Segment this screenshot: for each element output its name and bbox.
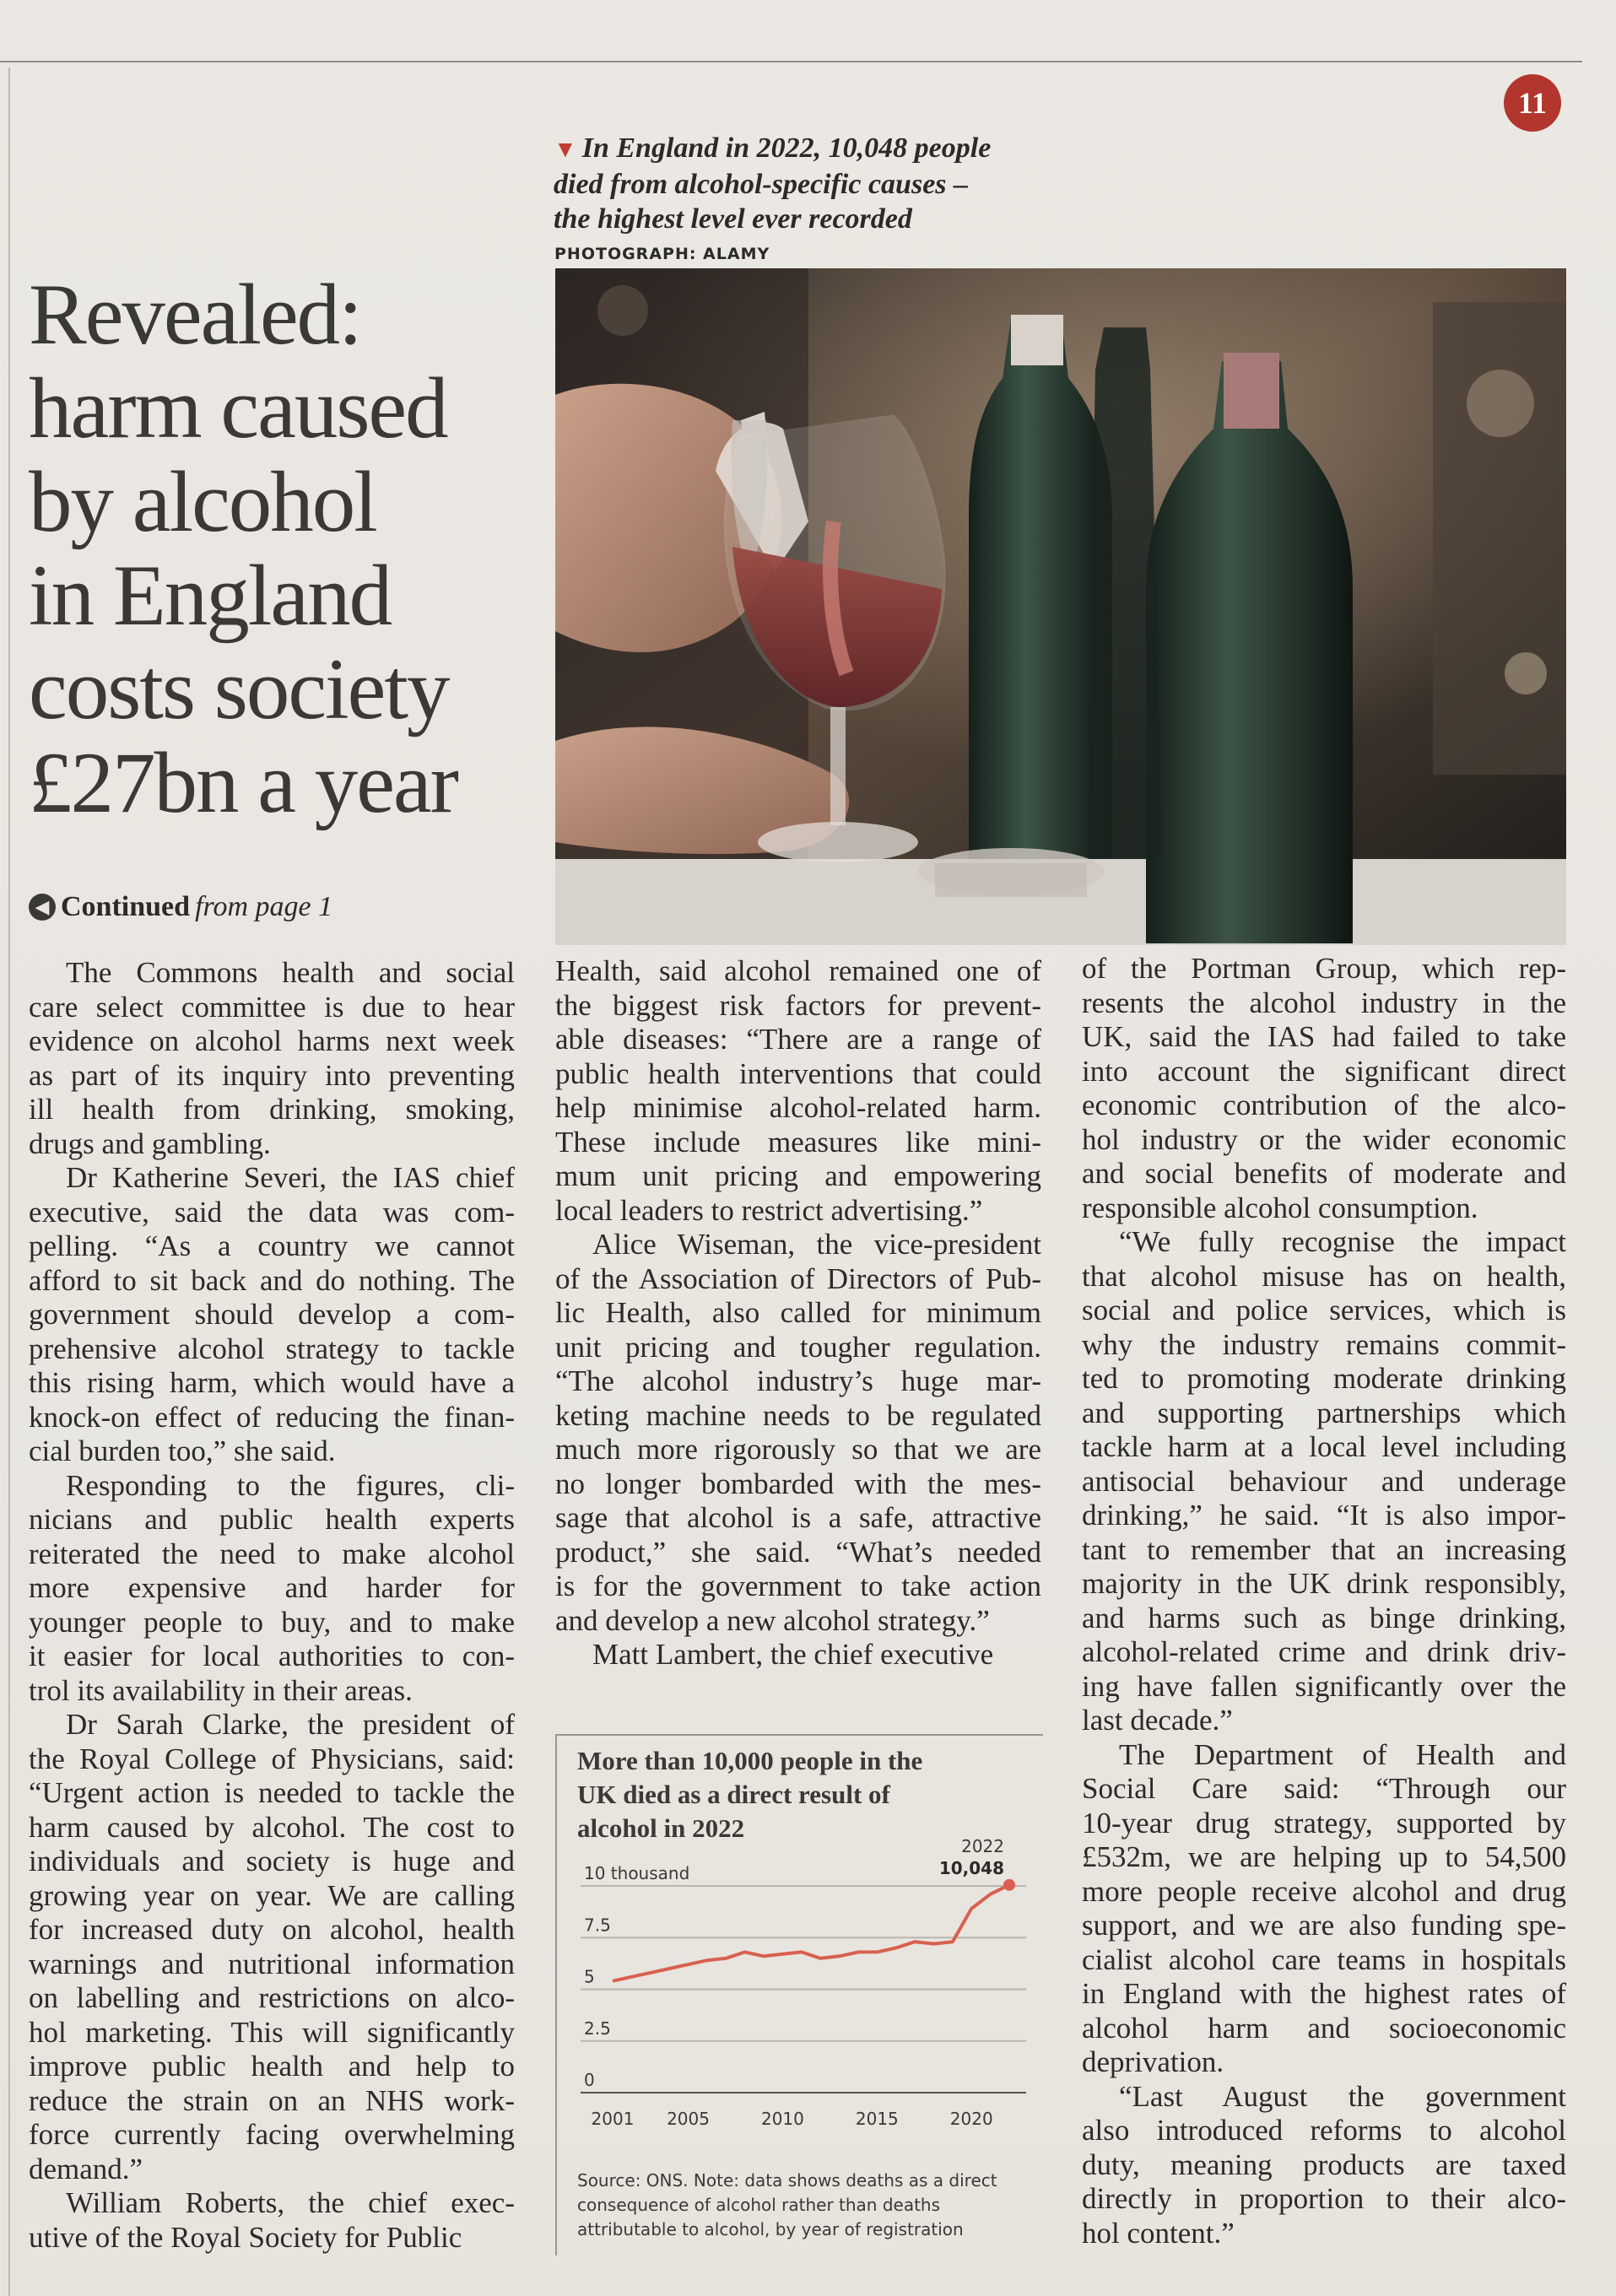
article-line: 10-year drug strategy, supported by (1082, 1806, 1566, 1840)
article-line: local leaders to restrict advertising.” (555, 1193, 983, 1227)
article-line: individuals and society is huge and (29, 1845, 515, 1877)
article-line: tackle harm at a local level including (1082, 1430, 1566, 1463)
article-line: responsible alcohol consumption. (1082, 1191, 1478, 1224)
article-line: hol marketing. This will significantly (29, 2015, 515, 2049)
article-line: social and police services, which is (1082, 1294, 1566, 1326)
article-line: lic Health, also called for minimum (555, 1296, 1041, 1329)
article-line: and social benefits of moderate and (1082, 1157, 1566, 1190)
source-line: attributable to alcohol, by year of registration (577, 2219, 964, 2239)
article-line: more expensive and harder for (29, 1571, 515, 1604)
article-line: These include measures like mini- (555, 1125, 1041, 1159)
article-line: Dr Katherine Severi, the IAS chief (66, 1161, 515, 1194)
article-line: younger people to buy, and to make (29, 1605, 515, 1639)
article-line: Responding to the figures, cli- (66, 1468, 515, 1502)
headline-line: £27bn a year (29, 735, 457, 831)
article-line: and harms such as binge drinking, (1082, 1601, 1566, 1634)
article-line: it easier for local authorities to con- (29, 1640, 515, 1672)
continued-page-ref: from page 1 (195, 891, 333, 922)
article-column-1 (29, 956, 515, 2255)
article-line: Social Care said: “Through our (1082, 1772, 1566, 1805)
article-line: also introduced reforms to alcohol (1082, 2114, 1566, 2147)
article-line: drugs and gambling. (29, 1126, 271, 1160)
article-line: deprivation. (1082, 2045, 1224, 2078)
article-line: “Urgent action is needed to tackle the (29, 1776, 515, 1809)
caption-line-text: In England in 2022, 10,048 people (581, 132, 992, 164)
headline (29, 268, 543, 830)
article-line: alcohol harm and socioeconomic (1082, 2011, 1566, 2045)
photo-illustration (555, 268, 1566, 945)
article-line: resents the alcohol industry in the (1082, 986, 1566, 1019)
article-line: The Commons health and social (66, 956, 515, 989)
article-line: that alcohol misuse has on health, (1082, 1259, 1566, 1293)
article-line: “We fully recognise the impact (1119, 1225, 1566, 1258)
article-line: keting machine needs to be regulated (555, 1398, 1041, 1432)
article-line: much more rigorously so that we are (555, 1433, 1041, 1466)
y-tick-label: 0 (584, 2070, 595, 2090)
article-line: care select committee is due to hear (29, 990, 515, 1024)
wine-pouring-photo (555, 268, 1566, 945)
continued-label: Continued (61, 891, 191, 922)
article-line: prehensive alcohol strategy to tackle (29, 1332, 515, 1365)
article-line: demand.” (29, 2152, 143, 2185)
caption-line: the highest level ever recorded (554, 203, 912, 235)
article-line: hol content.” (1082, 2216, 1235, 2250)
continued-from-link[interactable] (29, 891, 332, 923)
article-line: no longer bombarded with the mes- (555, 1467, 1041, 1500)
article-line: of the Portman Group, which rep- (1082, 952, 1566, 985)
article-line: as part of its inquiry into preventing (29, 1058, 515, 1092)
article-column-3 (1082, 952, 1566, 2250)
x-tick-label: 2005 (667, 2109, 710, 2129)
article-line: and develop a new alcohol strategy.” (555, 1603, 990, 1637)
article-line: government should develop a com- (29, 1298, 515, 1331)
chart-source-note (577, 2169, 1016, 2242)
source-line: Source: ONS. Note: data shows deaths as a direct (577, 2170, 997, 2191)
chart-title-line: More than 10,000 people in the (577, 1746, 923, 1775)
article-line: ted to promoting moderate drinking (1082, 1362, 1566, 1395)
article-line: antisocial behaviour and underage (1082, 1464, 1566, 1498)
article-line: utive of the Royal Society for Public (29, 2220, 462, 2254)
article-line: harm caused by alcohol. The cost to (29, 1810, 515, 1844)
article-line: drinking,” he said. “It is also impor- (1082, 1499, 1566, 1532)
x-tick-label: 2015 (855, 2109, 899, 2129)
article-line: nicians and public health experts (29, 1503, 515, 1536)
source-line: consequence of alcohol rather than deaths (577, 2195, 941, 2215)
article-line: ing have fallen significantly over the (1082, 1669, 1566, 1703)
article-line: this rising harm, which would have a (29, 1366, 515, 1399)
headline-line: by alcohol (29, 454, 376, 550)
article-line: tant to remember that an increasing (1082, 1532, 1566, 1566)
latest-data-point (1003, 1879, 1015, 1891)
article-line: Health, said alcohol remained one of (555, 954, 1041, 987)
article-line: why the industry remains commit- (1082, 1327, 1566, 1361)
article-line: for increased duty on alcohol, health (29, 1913, 515, 1946)
caption-line (554, 131, 1077, 167)
article-line: evidence on alcohol harms next week (29, 1024, 515, 1057)
article-line: alcohol-related crime and drink driv- (1082, 1635, 1566, 1668)
article-line: able diseases: “There are a range of (555, 1023, 1041, 1056)
article-line: more people receive alcohol and drug (1082, 1874, 1566, 1908)
article-line: of the Association of Directors of Pub- (555, 1261, 1041, 1295)
article-line: public health interventions that could (555, 1056, 1041, 1090)
y-tick-label: 10 thousand (584, 1863, 690, 1883)
series-line (613, 1885, 1009, 1981)
article-line: growing year on year. We are calling (29, 1878, 515, 1912)
annotation-year: 2022 (961, 1836, 1004, 1856)
article-line: is for the government to take action (555, 1569, 1041, 1602)
photo-caption (554, 131, 1077, 236)
article-line: “The alcohol industry’s huge mar- (555, 1364, 1041, 1397)
top-rule (0, 61, 1582, 62)
y-tick-label: 7.5 (584, 1915, 611, 1936)
article-line: the Royal College of Physicians, said: (29, 1742, 515, 1775)
article-line: warnings and nutritional information (29, 1947, 515, 1980)
article-line: product,” she said. “What’s needed (555, 1535, 1041, 1569)
x-tick-label: 2020 (949, 2109, 993, 2129)
caption-line: died from alcohol-specific causes – (554, 169, 969, 200)
x-tick-label: 2010 (760, 2109, 804, 2129)
headline-line: costs society (29, 641, 449, 737)
article-line: pelling. “As a country we cannot (29, 1229, 515, 1262)
headline-line: in England (29, 548, 392, 644)
article-line: force currently facing overwhelming (29, 2118, 515, 2151)
article-line: executive, said the data was com- (29, 1195, 515, 1229)
article-line: and supporting partnerships which (1082, 1396, 1566, 1429)
article-line: UK, said the IAS had failed to take (1082, 1020, 1566, 1053)
chart-title-line: UK died as a direct result of (577, 1780, 890, 1809)
chart-title-line: alcohol in 2022 (577, 1813, 745, 1843)
article-column-2 (555, 954, 1041, 1672)
y-tick-label: 5 (584, 1966, 595, 1987)
article-line: the biggest risk factors for prevent- (555, 988, 1041, 1022)
article-line: trol its availability in their areas. (29, 1673, 413, 1707)
article-line: reiterated the need to make alcohol (29, 1537, 515, 1570)
article-line: directly in proportion to their alco- (1082, 2182, 1566, 2215)
article-line: cial burden too,” she said. (29, 1434, 336, 1467)
article-line: Matt Lambert, the chief executive (592, 1638, 994, 1671)
article-line: into account the significant direct (1082, 1054, 1566, 1088)
article-line: cialist alcohol care teams in hospitals (1082, 1942, 1566, 1976)
article-line: hol industry or the wider economic (1082, 1122, 1566, 1156)
x-tick-label: 2001 (591, 2109, 635, 2129)
article-line: support, and we are also funding spe- (1082, 1909, 1566, 1942)
article-line: afford to sit back and do nothing. The (29, 1263, 515, 1297)
article-line: economic contribution of the alco- (1082, 1089, 1566, 1121)
left-rule (8, 68, 10, 2296)
headline-line: harm caused (29, 360, 447, 456)
article-line: knock-on effect of reducing the finan- (29, 1400, 515, 1434)
article-line: help minimise alcohol-related harm. (555, 1091, 1041, 1124)
caption-triangle-icon: ▼ (554, 137, 577, 163)
deaths-line-chart (570, 1823, 1043, 2152)
article-line: improve public health and help to (29, 2050, 515, 2083)
headline-line: Revealed: (29, 267, 361, 363)
article-line: in England with the highest rates of (1082, 1977, 1566, 2010)
article-line: £532m, we are helping up to 54,500 (1082, 1840, 1566, 1873)
article-line: duty, meaning products are taxed (1082, 2147, 1566, 2181)
article-line: sage that alcohol is a safe, attractive (555, 1501, 1041, 1534)
article-line: mum unit pricing and empowering (555, 1159, 1041, 1192)
article-line: The Department of Health and (1119, 1737, 1566, 1771)
article-line: last decade.” (1082, 1704, 1233, 1737)
article-line: on labelling and restrictions on alco- (29, 1981, 515, 2014)
article-line: William Roberts, the chief exec- (66, 2186, 515, 2219)
y-tick-label: 2.5 (584, 2018, 611, 2039)
article-line: Alice Wiseman, the vice-president (592, 1228, 1041, 1261)
article-line: Dr Sarah Clarke, the president of (66, 1708, 515, 1741)
article-line: unit pricing and tougher regulation. (555, 1330, 1041, 1364)
annotation-value: 10,048 (938, 1858, 1004, 1878)
article-line: majority in the UK drink responsibly, (1082, 1567, 1566, 1600)
back-arrow-icon: ◀ (29, 894, 56, 921)
article-line: ill health from drinking, smoking, (29, 1093, 515, 1126)
article-line: “Last August the government (1119, 2079, 1566, 2113)
page-number-badge: 11 (1504, 74, 1561, 132)
article-line: reduce the strain on an NHS work- (29, 2083, 515, 2117)
photo-credit: PHOTOGRAPH: ALAMY (554, 245, 770, 263)
